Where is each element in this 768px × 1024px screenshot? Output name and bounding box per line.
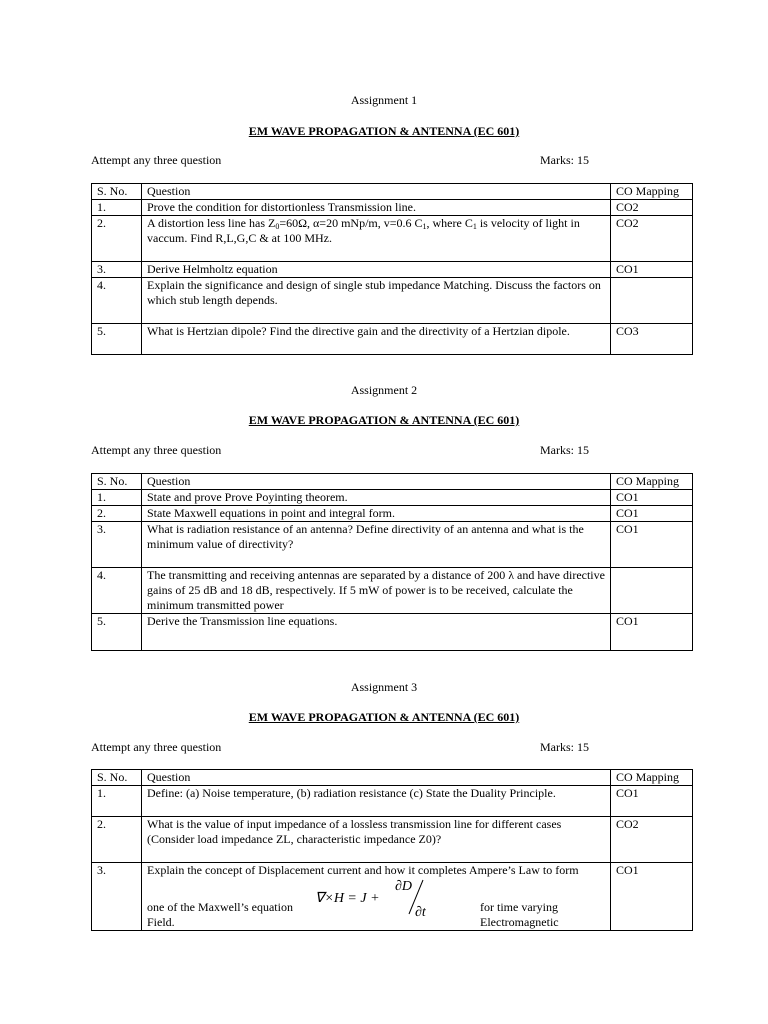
- table-row: [92, 863, 693, 931]
- table-row: [92, 490, 693, 506]
- table-row: [92, 614, 693, 651]
- table-row: [92, 568, 693, 614]
- row-co: CO1: [611, 262, 693, 278]
- table-row: [92, 262, 693, 278]
- table-row: [92, 817, 693, 863]
- table-header-row: [92, 770, 693, 786]
- table-header-row: [92, 474, 693, 490]
- row-sno: 2.: [92, 216, 142, 262]
- table-row: [92, 324, 693, 355]
- formula-numerator: ∂D: [395, 879, 413, 894]
- subscript: 1: [422, 222, 427, 231]
- row-co: CO1: [611, 863, 693, 931]
- question-text: is velocity of light in vaccum. Find R,L,G,C & at 100 MHz.: [147, 216, 580, 245]
- table-row: [92, 522, 693, 568]
- row-co: CO1: [611, 522, 693, 568]
- question-text: A distortion less line has Z: [147, 216, 276, 230]
- row-co: CO2: [611, 817, 693, 863]
- table-row: [92, 506, 693, 522]
- assignment-3-heading: Assignment 3: [350, 680, 418, 694]
- row-sno: 3.: [92, 262, 142, 278]
- row-co: CO1: [611, 506, 693, 522]
- column-header-sno: S. No.: [92, 770, 142, 786]
- assignment-2-marks: Marks: 15: [540, 443, 589, 457]
- row-sno: 1.: [92, 786, 142, 817]
- row-sno: 3.: [92, 522, 142, 568]
- assignment-3-marks: Marks: 15: [540, 740, 589, 754]
- row-sno: 3.: [92, 863, 142, 931]
- assignment-1-marks: Marks: 15: [540, 153, 589, 167]
- column-header-co: CO Mapping: [611, 770, 693, 786]
- subscript: 1: [472, 222, 477, 231]
- assignment-1-instruction: Attempt any three question: [91, 153, 222, 167]
- row-question: Define: (a) Noise temperature, (b) radiation resistance (c) State the Duality Principle.: [142, 786, 611, 817]
- assignment-2-instruction: Attempt any three question: [91, 443, 222, 457]
- column-header-co: CO Mapping: [611, 184, 693, 200]
- row-co: CO3: [611, 324, 693, 355]
- row-question: The transmitting and receiving antennas are separated by a distance of 200 λ and have directive gains of 25 dB and 18 dB, respectively. If 5 mW of power is to be received, calculate the minimum transmitted power: [142, 568, 611, 614]
- subscript: 0: [275, 222, 280, 231]
- assignment-3-instruction: Attempt any three question: [91, 740, 222, 754]
- assignment-1-heading: Assignment 1: [350, 93, 418, 107]
- assignment-1-table: [91, 183, 693, 355]
- row-sno: 5.: [92, 324, 142, 355]
- table-header-row: [92, 184, 693, 200]
- assignment-2-table: [91, 473, 693, 651]
- row-co: [611, 278, 693, 324]
- table-row: [92, 200, 693, 216]
- row-question: What is Hertzian dipole? Find the directive gain and the directivity of a Hertzian dipole.: [142, 324, 611, 355]
- table-row: [92, 786, 693, 817]
- maxwell-equation-formula: [315, 876, 439, 920]
- formula-denominator: ∂t: [415, 905, 426, 920]
- row-co: CO1: [611, 786, 693, 817]
- row-question: Explain the significance and design of single stub impedance Matching. Discuss the factors on which stub length depends.: [142, 278, 611, 324]
- row-co: CO1: [611, 614, 693, 651]
- column-header-question: Question: [142, 770, 611, 786]
- question-text: =60Ω, α=20 mNp/m, v=0.6 C: [279, 216, 423, 230]
- assignment-3-table: [91, 769, 693, 931]
- table-row: [92, 216, 693, 262]
- row-sno: 4.: [92, 568, 142, 614]
- question-text: , where C: [426, 216, 473, 230]
- row-co: [611, 568, 693, 614]
- row-question: [142, 216, 611, 262]
- question-text: for time varying Electromagnetic: [480, 900, 559, 929]
- equation-line: [147, 878, 605, 929]
- row-sno: 5.: [92, 614, 142, 651]
- row-sno: 1.: [92, 490, 142, 506]
- row-question: Derive Helmholtz equation: [142, 262, 611, 278]
- row-sno: 1.: [92, 200, 142, 216]
- row-co: CO2: [611, 216, 693, 262]
- row-question: [142, 863, 611, 931]
- row-question: Prove the condition for distortionless Transmission line.: [142, 200, 611, 216]
- row-question: What is radiation resistance of an antenna? Define directivity of an antenna and what is the minimum value of directivity?: [142, 522, 611, 568]
- row-sno: 2.: [92, 506, 142, 522]
- question-line: Explain the concept of Displacement current and how it completes Ampere’s Law to form: [147, 863, 579, 877]
- question-text: one of the Maxwell’s equation: [147, 900, 293, 914]
- row-question: State Maxwell equations in point and integral form.: [142, 506, 611, 522]
- formula-lhs: ∇×H = J +: [315, 891, 380, 906]
- row-question: State and prove Prove Poyinting theorem.: [142, 490, 611, 506]
- question-line: Field.: [147, 915, 175, 929]
- row-question: What is the value of input impedance of a lossless transmission line for different cases (Consider load impedance ZL, characteristic impedance Z0)?: [142, 817, 611, 863]
- assignment-2-heading: Assignment 2: [350, 383, 418, 397]
- row-question: Derive the Transmission line equations.: [142, 614, 611, 651]
- table-row: [92, 278, 693, 324]
- column-header-question: Question: [142, 474, 611, 490]
- row-co: CO2: [611, 200, 693, 216]
- column-header-sno: S. No.: [92, 184, 142, 200]
- column-header-sno: S. No.: [92, 474, 142, 490]
- column-header-co: CO Mapping: [611, 474, 693, 490]
- assignment-3-subject: EM WAVE PROPAGATION & ANTENNA (EC 601): [248, 710, 520, 724]
- row-sno: 2.: [92, 817, 142, 863]
- column-header-question: Question: [142, 184, 611, 200]
- assignment-1-subject: EM WAVE PROPAGATION & ANTENNA (EC 601): [248, 124, 520, 138]
- row-co: CO1: [611, 490, 693, 506]
- assignment-2-subject: EM WAVE PROPAGATION & ANTENNA (EC 601): [248, 413, 520, 427]
- row-sno: 4.: [92, 278, 142, 324]
